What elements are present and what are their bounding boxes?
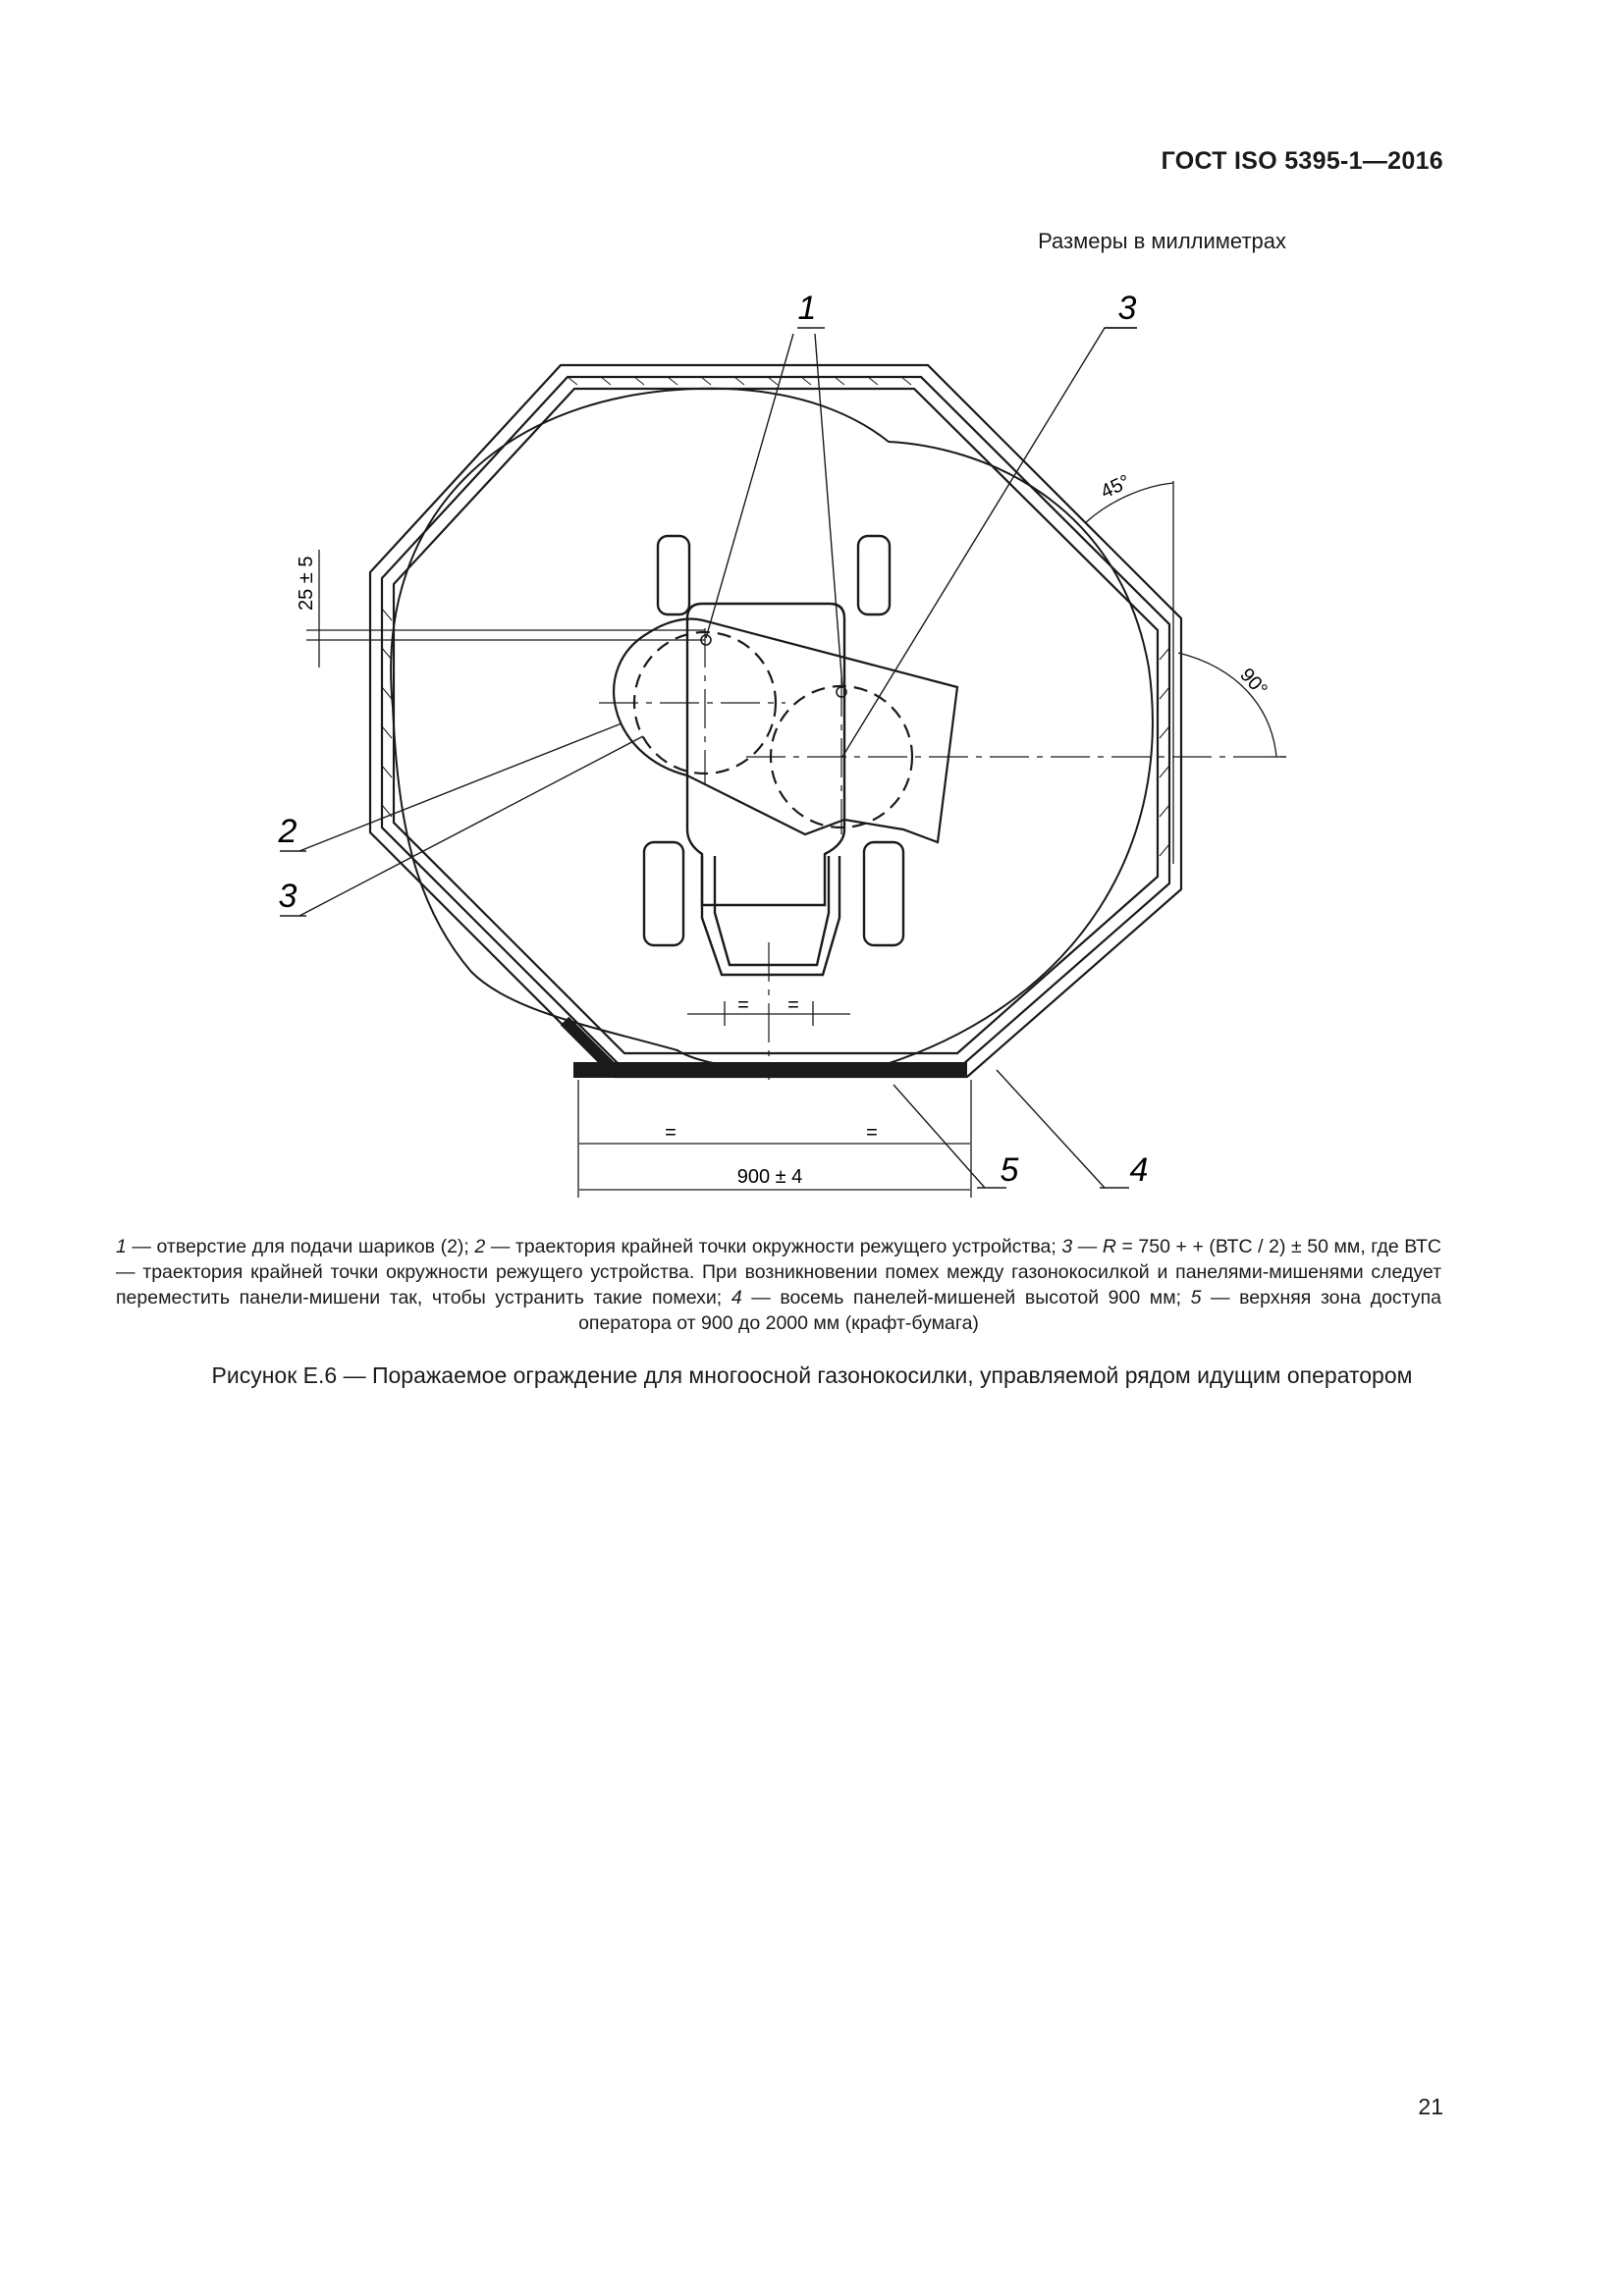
callout-5: 5 (1000, 1151, 1019, 1189)
legend-text-4: — восемь панелей-мишеней высотой 900 мм; (741, 1287, 1191, 1308)
leader-lines (280, 328, 1137, 1188)
callout-3-top: 3 (1117, 290, 1137, 327)
legend-key-4: 4 (731, 1287, 742, 1308)
dim-angle-45: 45° (1097, 470, 1134, 504)
mower-chassis (644, 536, 903, 975)
document-header: ГОСТ ISO 5395-1—2016 (1161, 147, 1443, 175)
legend-key-3: 3 (1061, 1236, 1073, 1257)
blade-trajectory-outline (391, 389, 1153, 1072)
legend-text-5: — верхняя зона доступа оператора от 900 до 2000 мм (крафт-бумага) (578, 1287, 1441, 1334)
legend-key-5: 5 (1190, 1287, 1202, 1308)
dim-equal-right-small: = (787, 994, 799, 1016)
dim-equal-left-small: = (737, 994, 749, 1016)
octagon-target-panels (370, 365, 1181, 1077)
callout-2: 2 (278, 813, 298, 850)
dim-equal-right: = (866, 1122, 878, 1144)
legend-text-1: — отверстие для подачи шариков (2); (126, 1236, 475, 1257)
dim-angle-90: 90° (1235, 664, 1272, 701)
legend-text-3b: = 750 + + (ВТС / 2) ± 50 мм, где ВТС — траектория крайней точки окружности режущего устройства. При возникновении помех между газонокосилкой и панелями-мишенями следует переместить панели-мишени так, чтобы устранить такие помехи; (116, 1236, 1442, 1308)
dim-offset-label: 25 ± 5 (296, 556, 317, 611)
units-note: Размеры в миллиметрах (1038, 229, 1286, 253)
callout-3-left: 3 (278, 878, 298, 915)
legend-key-1: 1 (116, 1236, 127, 1257)
legend-radius-symbol: R (1102, 1236, 1116, 1257)
legend-text-2: — траектория крайней точки окружности режущего устройства; (485, 1236, 1062, 1257)
legend-key-2: 2 (474, 1236, 486, 1257)
dim-width-label: 900 ± 4 (736, 1166, 803, 1188)
page-number: 21 (1418, 2094, 1443, 2119)
figure-legend (116, 1234, 1441, 1336)
dim-equal-left: = (665, 1122, 677, 1144)
dimension-lines (306, 481, 1286, 1198)
callout-1: 1 (797, 290, 817, 327)
legend-text-3a: — (1072, 1236, 1103, 1257)
figure-caption: Рисунок Е.6 — Поражаемое ограждение для многоосной газонокосилки, управляемой рядом идущим оператором (211, 1362, 1413, 1388)
callout-4: 4 (1129, 1151, 1149, 1189)
